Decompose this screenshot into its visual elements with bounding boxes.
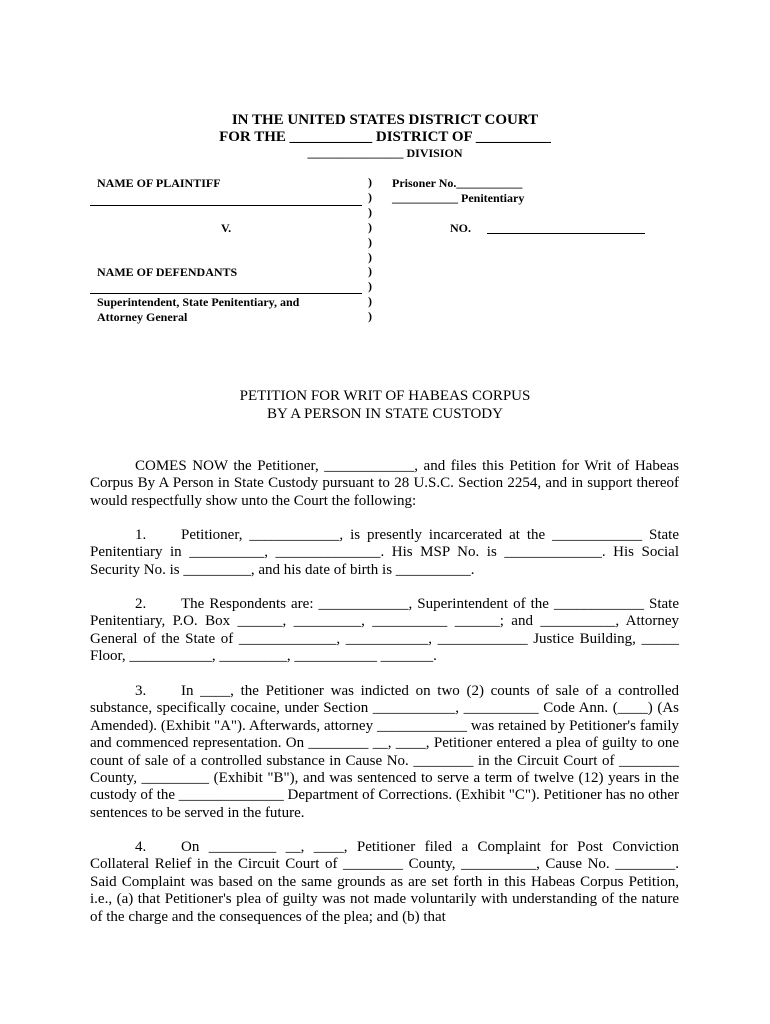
paragraph-text: Petitioner, ____________, is presently incarcerated at the ____________ State Penitentiary in __________, ______________. His MSP No. is _____________. His Social Security No. is _________, and his date of birth is __________. [90,527,679,578]
paragraph-2 [90,596,679,666]
defendants-signature-line [90,293,362,294]
court-name: IN THE UNITED STATES DISTRICT COURT [231,112,539,128]
paragraph-text: The Respondents are: ____________, Superintendent of the ____________ State Penitentiary, P.O. Box ______, _________, __________ ______; and __________, Attorney General of the State of _____________, ___________, ____________ Justice Building, _____ Floor, ___________, _________, ___________ _______. [90,596,679,665]
division-line: ________________ DIVISION [307,146,463,160]
paragraph-text: COMES NOW the Petitioner, ____________, and files this Petition for Writ of Habeas Corpus By A Person in State Custody pursuant to 28 U.S.C. Section 2254, and in support thereof would respectfully show unto the Court the following: [90,458,679,509]
plaintiff-label: NAME OF PLAINTIFF [97,176,221,190]
case-number-blank [487,233,645,234]
penitentiary-line: ___________ Penitentiary [392,191,525,205]
paragraph-text: In ____, the Petitioner was indicted on two (2) counts of sale of a controlled substance, specifically cocaine, under Section ___________, __________ Code Ann. (____) (As Amended). (Exhibit "A"). Afterwards, attorney ____________ was retained by Petitioner's family and commenced representation. On ________ __, ____, Petitioner entered a plea of guilty to one count of sale of a controlled substance in Cause No. ________ in the Circuit Court of ________ County, _________ (Exhibit "B"), and was sentenced to serve a term of twelve (12) years in the custody of the ______________ Department of Corrections. (Exhibit "C"). Petitioner has no other sentences to be served in the future. [90,683,679,821]
paragraph-1 [90,527,679,579]
paragraph-number: 4. [135,839,147,855]
paragraph-text: On _________ __, ____, Petitioner filed a Complaint for Post Conviction Collateral Relief in the Circuit Court of ________ County, __________, Cause No. ________. Said Complaint was based on the same grounds as are set forth in this Habeas Corpus Petition, i.e., (a) that Petitioner's plea of guilty was not made voluntarily with understanding of the nature of the charge and the consequences of the plea; and (b) that [90,839,679,925]
defendants-label: NAME OF DEFENDANTS [97,265,238,279]
defendants-names-line1: Superintendent, State Penitentiary, and [97,295,300,309]
prisoner-number: Prisoner No.___________ [392,176,523,190]
paragraph-number: 1. [135,527,147,543]
paragraph-3 [90,683,679,822]
defendants-names-line2: Attorney General [97,310,188,324]
petition-subtitle: BY A PERSON IN STATE CUSTODY [267,406,503,422]
paragraph-number: 2. [135,596,147,612]
petition-title: PETITION FOR WRIT OF HABEAS CORPUS [239,388,531,404]
case-number-label: NO. [450,221,471,235]
plaintiff-signature-line [90,205,362,206]
versus-label: V. [221,221,232,235]
paragraph-4 [90,839,679,926]
caption-parentheses: ) ) ) ) ) ) ) ) ) ) [368,175,372,324]
intro-paragraph [90,458,679,510]
district-line: FOR THE ___________ DISTRICT OF __________ [219,129,551,145]
paragraph-number: 3. [135,683,147,699]
